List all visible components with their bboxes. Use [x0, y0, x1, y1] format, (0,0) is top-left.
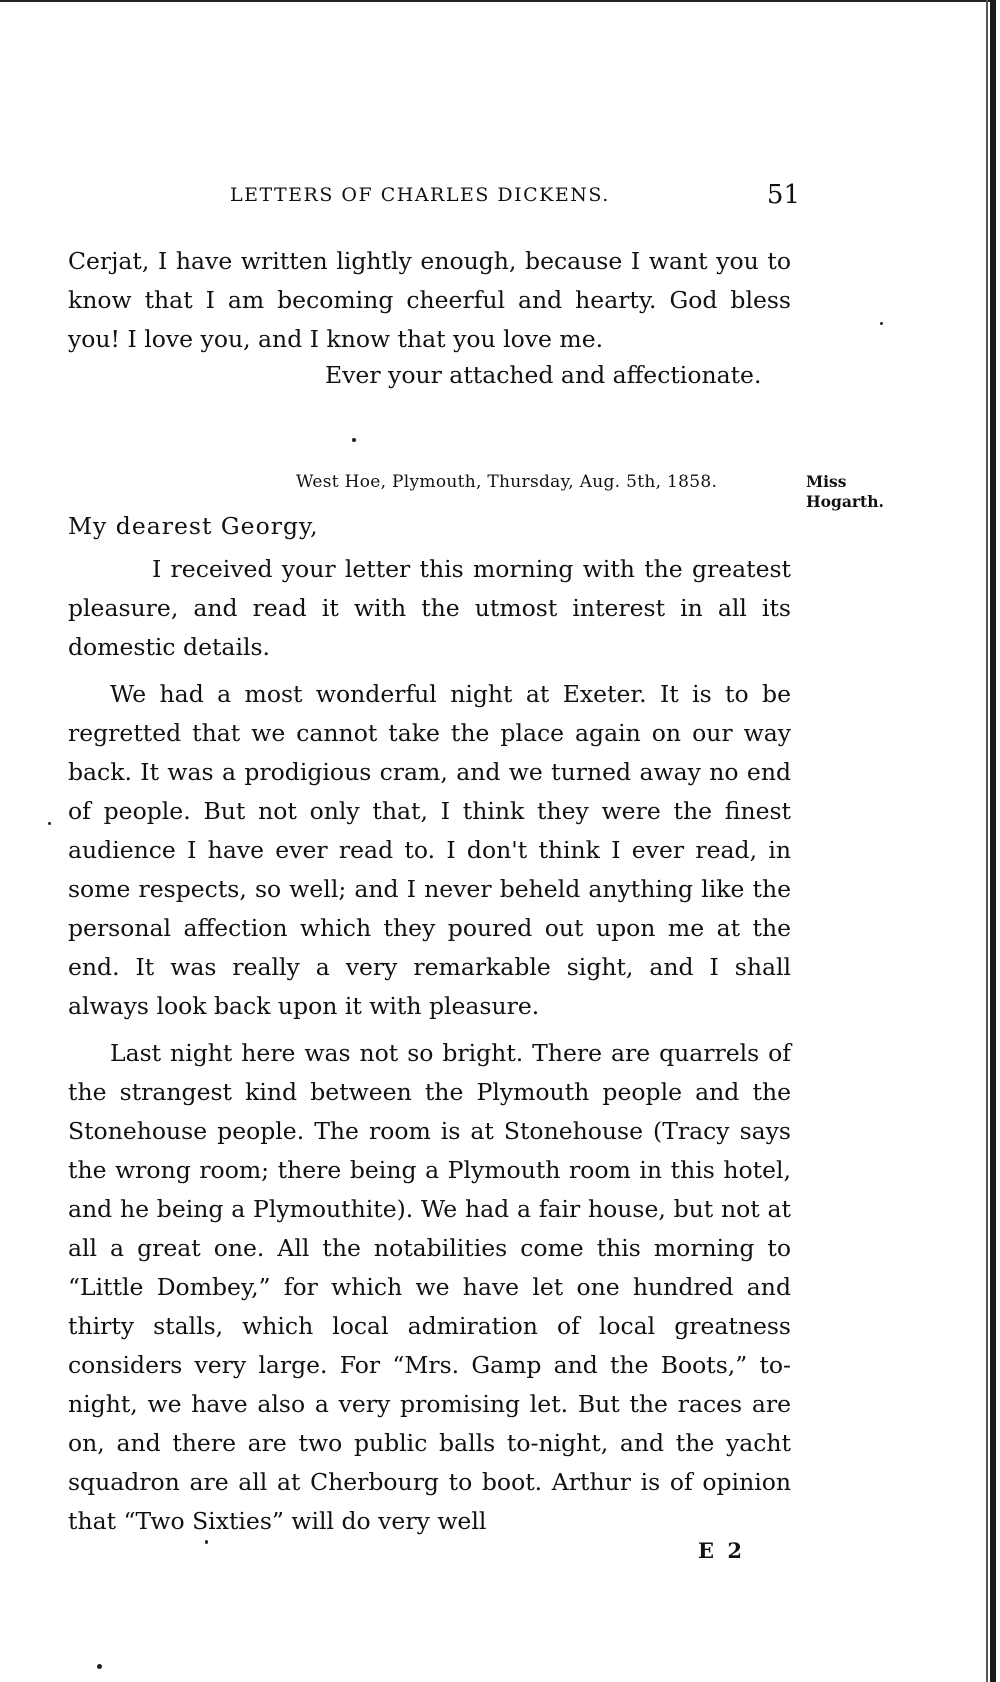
letter-dateline: West Hoe, Plymouth, Thursday, Aug. 5th, 1858.: [296, 472, 718, 492]
page-number: 51: [766, 180, 800, 210]
letter-paragraph: We had a most wonderful night at Exeter. It is to be regretted that we cannot take the place again on our way back. It was a prodigious cram, and we turned away no end of people. But not only that, I think they were the finest audience I have ever read to. I don't think I ever read, in some respects, so well; and I never beheld anything like the personal affection which they poured out upon me at the end. It was really a very remarkable sight, and I shall always look back upon it with pleasure.: [68, 680, 791, 1020]
letter-paragraph: I received your letter this morning with the greatest pleasure, and read it with the utmost interest in all its domestic details.: [68, 555, 791, 661]
running-head: LETTERS OF CHARLES DICKENS.: [230, 184, 610, 206]
scan-edge-right-inner: [986, 0, 988, 1682]
letter-paragraph: Last night here was not so bright. There are quarrels of the strangest kind between the Plymouth people and the Stonehouse people. The room is at Stonehouse (Tracy says the wrong room; there being a Plymouth room in this hotel, and he being a Plymouthite). We had a fair house, but not at all a great one. All the notabilities come this morning to “Little Dombey,” for which we have let one hundred and thirty stalls, which local admiration of local greatness considers very large. For “Mrs. Gamp and the Boots,” to-night, we have also a very promising let. But the races are on, and there are two public balls to-night, and the yacht squadron are all at Cherbourg to boot. Arthur is of opinion that “Two Sixties” will do very well: [68, 1039, 791, 1535]
letter-closing: Ever your attached and affectionate.: [325, 361, 762, 389]
scan-speck: [48, 822, 51, 825]
letter-body: [68, 550, 791, 1541]
paragraph-gap: [68, 667, 791, 675]
paragraph-gap: [68, 1026, 791, 1034]
signature-mark: E 2: [698, 1538, 745, 1563]
scan-speck: [352, 438, 356, 442]
scan-edge-right: [990, 0, 996, 1682]
continuation-block: [68, 242, 791, 359]
scan-edge-top: [0, 0, 990, 2]
recipient-margin-note: Miss Hogarth.: [806, 472, 884, 511]
page-header: [230, 180, 800, 220]
scan-speck: [97, 1664, 102, 1669]
scan-speck: [880, 322, 883, 325]
scan-speck: [205, 1540, 208, 1544]
letter-salutation: My dearest Georgy,: [68, 512, 319, 540]
continuation-paragraph: Cerjat, I have written lightly enough, because I want you to know that I am becoming cheerful and hearty. God bless you! I love you, and I know that you love me.: [68, 247, 791, 353]
